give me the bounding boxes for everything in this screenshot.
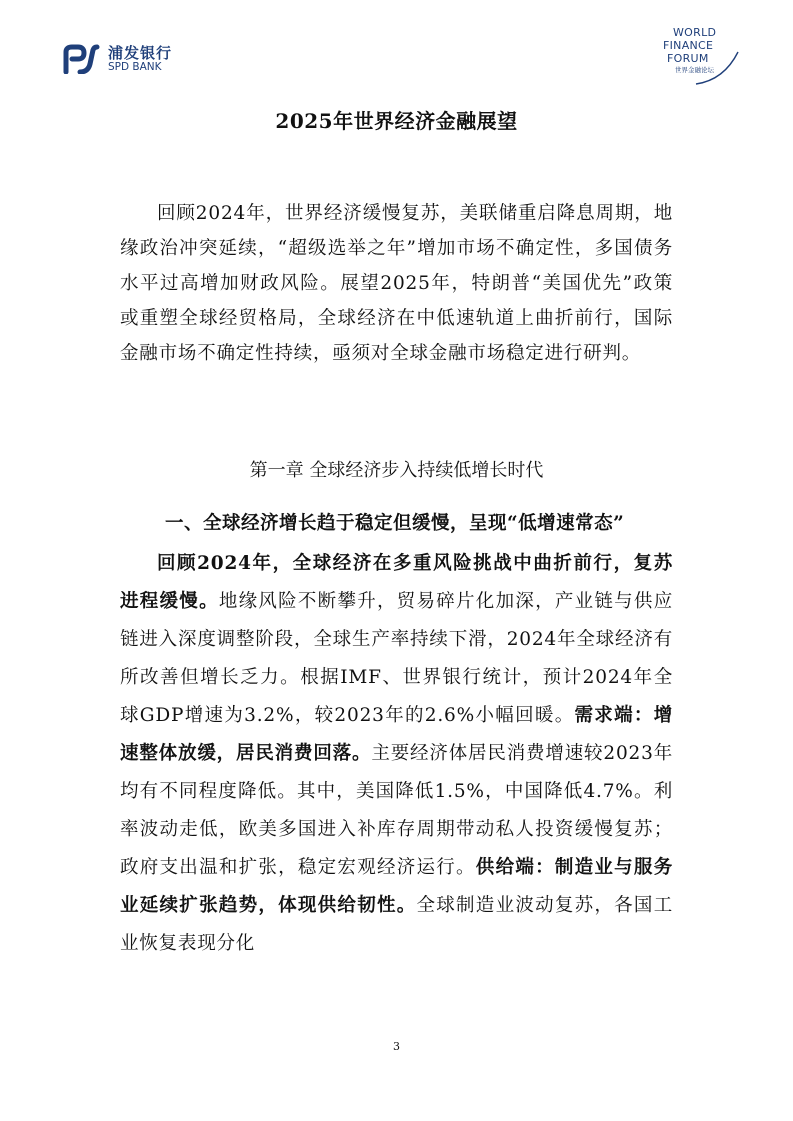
page-header bbox=[0, 0, 793, 90]
body-text-1: 地缘风险不断攀升，贸易碎片化加深，产业链与供应链进入深度调整阶段，全球生产率持续下滑，2024年全球经济有所改善但增长乏力。根据IMF、世界银行统计，预计2024年全球GDP增速为3.2%，较2023年的2.6%小幅回暖。 bbox=[120, 591, 673, 726]
bank-name-en: SPD BANK bbox=[108, 61, 162, 73]
forum-line-3: FORUM bbox=[667, 52, 709, 65]
forum-line-2: FINANCE bbox=[663, 39, 714, 52]
body-text-3: 全球制造业波动复苏，各国工业恢复表现分化 bbox=[120, 895, 673, 954]
page-number: 3 bbox=[393, 1040, 400, 1053]
body-text-2: 主要经济体居民消费增速较2023年均有不同程度降低。其中，美国降低1.5%，中国降低4.7%。利率波动走低，欧美多国进入补库存周期带动私人投资缓慢复苏；政府支出温和扩张，稳定宏观经济运行。 bbox=[120, 743, 673, 878]
forum-line-1: WORLD bbox=[673, 26, 717, 39]
spd-bank-logo-icon bbox=[60, 44, 100, 74]
page-title: 2025年世界经济金融展望 bbox=[275, 109, 518, 133]
bank-name-cn: 浦发银行 bbox=[108, 44, 173, 62]
body-bold-1: 回顾2024年，全球经济在多重风险挑战中曲折前行，复苏进程缓慢。 bbox=[120, 553, 673, 612]
intro-paragraph: 回顾2024年，世界经济缓慢复苏，美联储重启降息周期，地缘政治冲突延续，“超级选举之年”增加市场不确定性，多国债务水平过高增加财政风险。展望2025年，特朗普“美国优先”政策或重塑全球经贸格局，全球经济在中低速轨道上曲折前行，国际金融市场不确定性持续，亟须对全球金融市场稳定进行研判。 bbox=[120, 203, 673, 364]
body-bold-2: 需求端：增速整体放缓，居民消费回落。 bbox=[120, 705, 673, 764]
forum-arc-icon bbox=[690, 48, 742, 88]
section-heading: 一、全球经济增长趋于稳定但缓慢，呈现“低增速常态” bbox=[165, 513, 625, 534]
chapter-heading: 第一章 全球经济步入持续低增长时代 bbox=[249, 460, 544, 481]
forum-sub: 世界金融论坛 bbox=[675, 66, 714, 74]
body-paragraph bbox=[120, 545, 673, 963]
body-bold-3: 供给端：制造业与服务业延续扩张趋势，体现供给韧性。 bbox=[120, 857, 673, 916]
